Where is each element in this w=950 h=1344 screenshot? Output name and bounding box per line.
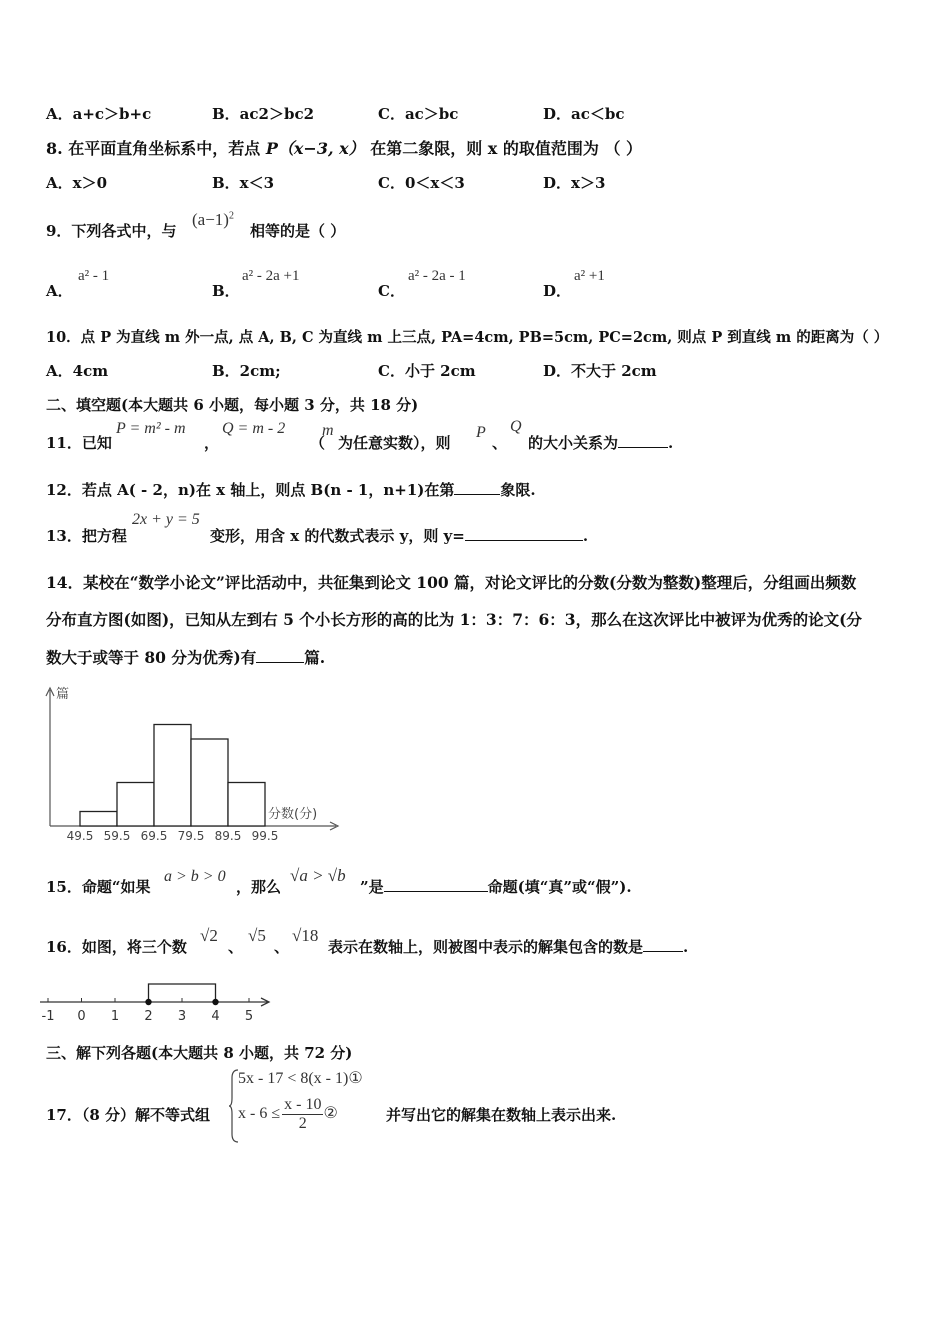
- q9-label-d: D．: [543, 282, 572, 300]
- q11-p: P: [476, 424, 486, 441]
- q16-n2: √5: [248, 926, 266, 945]
- histogram-bar: [117, 783, 154, 827]
- q15-answer-blank[interactable]: [384, 877, 488, 892]
- q17-num: 17．（8 分）解不等式组: [46, 1106, 211, 1124]
- q8-option-d: D．x＞3: [543, 174, 606, 192]
- q11-paren-open: （: [310, 434, 326, 452]
- q11-q: Q: [510, 418, 522, 435]
- q12-line: [46, 479, 536, 500]
- q12-answer-blank[interactable]: [454, 480, 500, 495]
- q10-option-a: A．4cm: [46, 362, 109, 380]
- number-line-label: 1: [110, 1009, 120, 1024]
- q8-option-c: C．0＜x＜3: [378, 174, 465, 192]
- q8-point: P（x−3, x）: [265, 139, 365, 158]
- x-tick-label: 59.5: [103, 829, 131, 843]
- q11-answer-blank[interactable]: [618, 433, 668, 448]
- q7-option-b: B．ac2＞bc2: [212, 105, 315, 123]
- q12-text: 12．若点 A( - 2，n)在 x 轴上，则点 B(n - 1，n+1)在第: [46, 481, 455, 499]
- section-2-heading: 二、填空题(本大题共 6 小题，每小题 3 分，共 18 分): [46, 396, 419, 414]
- q11-q-expr: Q = m - 2: [222, 420, 286, 437]
- q10-option-c: C．小于 2cm: [378, 362, 476, 380]
- q13-answer-blank[interactable]: [465, 526, 583, 541]
- x-axis-label: 分数(分): [268, 807, 318, 822]
- q13-mid: 变形，用含 x 的代数式表示 y，则 y=: [210, 527, 465, 545]
- q9-stem-pre: 9．下列各式中，与: [46, 222, 177, 240]
- q11-sep: 、: [492, 434, 508, 452]
- q16-s1: 、: [228, 938, 244, 956]
- q15-cond: a > b > 0: [164, 868, 226, 885]
- q11-tail: 的大小关系为: [528, 434, 619, 452]
- q14-line-1: 14．某校在“数学小论文”评比活动中，共征集到论文 100 篇，对论文评比的分数(分数为整数)整理后，分组画出频数: [46, 573, 857, 592]
- q16-num: 16．如图，将三个数: [46, 938, 187, 956]
- number-line-label: 0: [77, 1009, 86, 1024]
- q16-tail: 表示在数轴上，则被图中表示的解集包含的数是: [328, 938, 644, 956]
- q12-tail: 象限.: [500, 481, 536, 499]
- q16-n1: √2: [200, 926, 218, 945]
- x-tick-label: 79.5: [177, 829, 205, 843]
- q9-expr: $(a-1)^2$: [192, 210, 234, 229]
- q13-line: 变形，用含 x 的代数式表示 y，则 y= .: [210, 527, 589, 545]
- q14-answer-blank[interactable]: [256, 648, 304, 663]
- interval-endpoint-right: [212, 999, 218, 1005]
- q17-frac-num: x - 10: [284, 1096, 322, 1113]
- x-tick-label: 89.5: [214, 829, 242, 843]
- number-line-label: 5: [244, 1009, 254, 1024]
- q7-option-d: D．ac＜bc: [543, 105, 625, 123]
- number-line-label: -1: [41, 1009, 55, 1024]
- histogram-bar: [154, 725, 191, 827]
- q11-num: 11．已知: [46, 434, 112, 452]
- q16-line: 表示在数轴上，则被图中表示的解集包含的数是 .: [328, 938, 689, 956]
- histogram-bar: [228, 783, 265, 827]
- q16-answer-blank[interactable]: [643, 937, 683, 952]
- q15-tail: 命题(填“真”或“假”).: [487, 878, 632, 896]
- number-line: [36, 976, 286, 1028]
- q9-expr-c: a² - 2a - 1: [408, 268, 466, 284]
- q17-frac-den: 2: [298, 1115, 307, 1132]
- q9-expr-b: a² - 2a +1: [242, 268, 300, 284]
- x-tick-label: 99.5: [251, 829, 279, 843]
- q9-expr-a: a² - 1: [78, 268, 110, 284]
- q11-m: m: [322, 422, 334, 439]
- q14-line-3: 数大于或等于 80 分为优秀)有 篇.: [46, 648, 326, 667]
- q8-option-b: B．x＜3: [212, 174, 275, 192]
- q9-label-a: A．: [46, 282, 73, 300]
- interval-endpoint-left: [145, 999, 151, 1005]
- q13-num: 13．把方程: [46, 527, 127, 545]
- number-line-label: 3: [177, 1009, 187, 1024]
- number-line-label: 4: [211, 1009, 220, 1024]
- section-3-heading: 三、解下列各题(本大题共 8 小题，共 72 分): [46, 1044, 353, 1062]
- q15-num: 15．命题“如果: [46, 878, 151, 896]
- q11-p-expr: P = m² - m: [116, 420, 186, 437]
- q16-s2: 、: [274, 938, 290, 956]
- q9-stem-post: 相等的是（ ）: [250, 222, 346, 240]
- q17-ineq-2: x - 6 ≤ $\frac{x - 10}{2}$ ②: [238, 1096, 338, 1132]
- q15-mid: ，那么: [236, 878, 282, 896]
- q14-line-2: 分布直方图(如图)，已知从左到右 5 个小长方形的高的比为 1：3：7：6：3，那么在这次评比中被评为优秀的论文(分: [46, 610, 862, 629]
- q8-option-a: A．x＞0: [46, 174, 108, 192]
- q17-ineq-1: 5x - 17 < 8(x - 1)①: [238, 1070, 363, 1087]
- q10-stem: 10．点 P 为直线 m 外一点, 点 A, B, C 为直线 m 上三点, PA=4cm, PB=5cm, PC=2cm, 则点 P 到直线 m 的距离为（ ）: [46, 329, 889, 346]
- q15-concl: √a > √b: [290, 866, 346, 885]
- y-axis-label: 篇: [56, 687, 70, 702]
- q10-option-b: B．2cm;: [212, 362, 281, 380]
- q7-option-a: A．a+c＞b+c: [46, 105, 152, 123]
- q17-tail: 并写出它的解集在数轴上表示出来.: [386, 1106, 617, 1124]
- q9-label-c: C．: [378, 282, 405, 300]
- q8-stem-post: 在第二象限，则 x 的取值范围为 （ ）: [370, 139, 643, 158]
- q11-mid: 为任意实数），则: [338, 434, 451, 452]
- x-tick-label: 69.5: [140, 829, 168, 843]
- x-tick-label: 49.5: [66, 829, 94, 843]
- q11-tail-wrap: 的大小关系为 .: [528, 434, 674, 452]
- q8-stem: [46, 136, 642, 159]
- histogram-bar: [80, 812, 117, 827]
- q15-line: [360, 876, 632, 897]
- q9-label-b: B．: [212, 282, 240, 300]
- q11-comma: ，: [204, 434, 220, 452]
- q10-option-d: D．不大于 2cm: [543, 362, 657, 380]
- q7-option-c: C．ac＞bc: [378, 105, 459, 123]
- q13-eq: 2x + y = 5: [132, 511, 200, 528]
- q8-stem-pre: 8. 在平面直角坐标系中，若点: [46, 139, 261, 158]
- histogram-bar: [191, 739, 228, 826]
- q16-n3: √18: [292, 926, 319, 945]
- histogram-chart: [30, 682, 350, 846]
- q15-post: ”是: [360, 878, 384, 896]
- number-line-label: 2: [144, 1009, 153, 1024]
- q9-expr-d: a² +1: [574, 268, 605, 284]
